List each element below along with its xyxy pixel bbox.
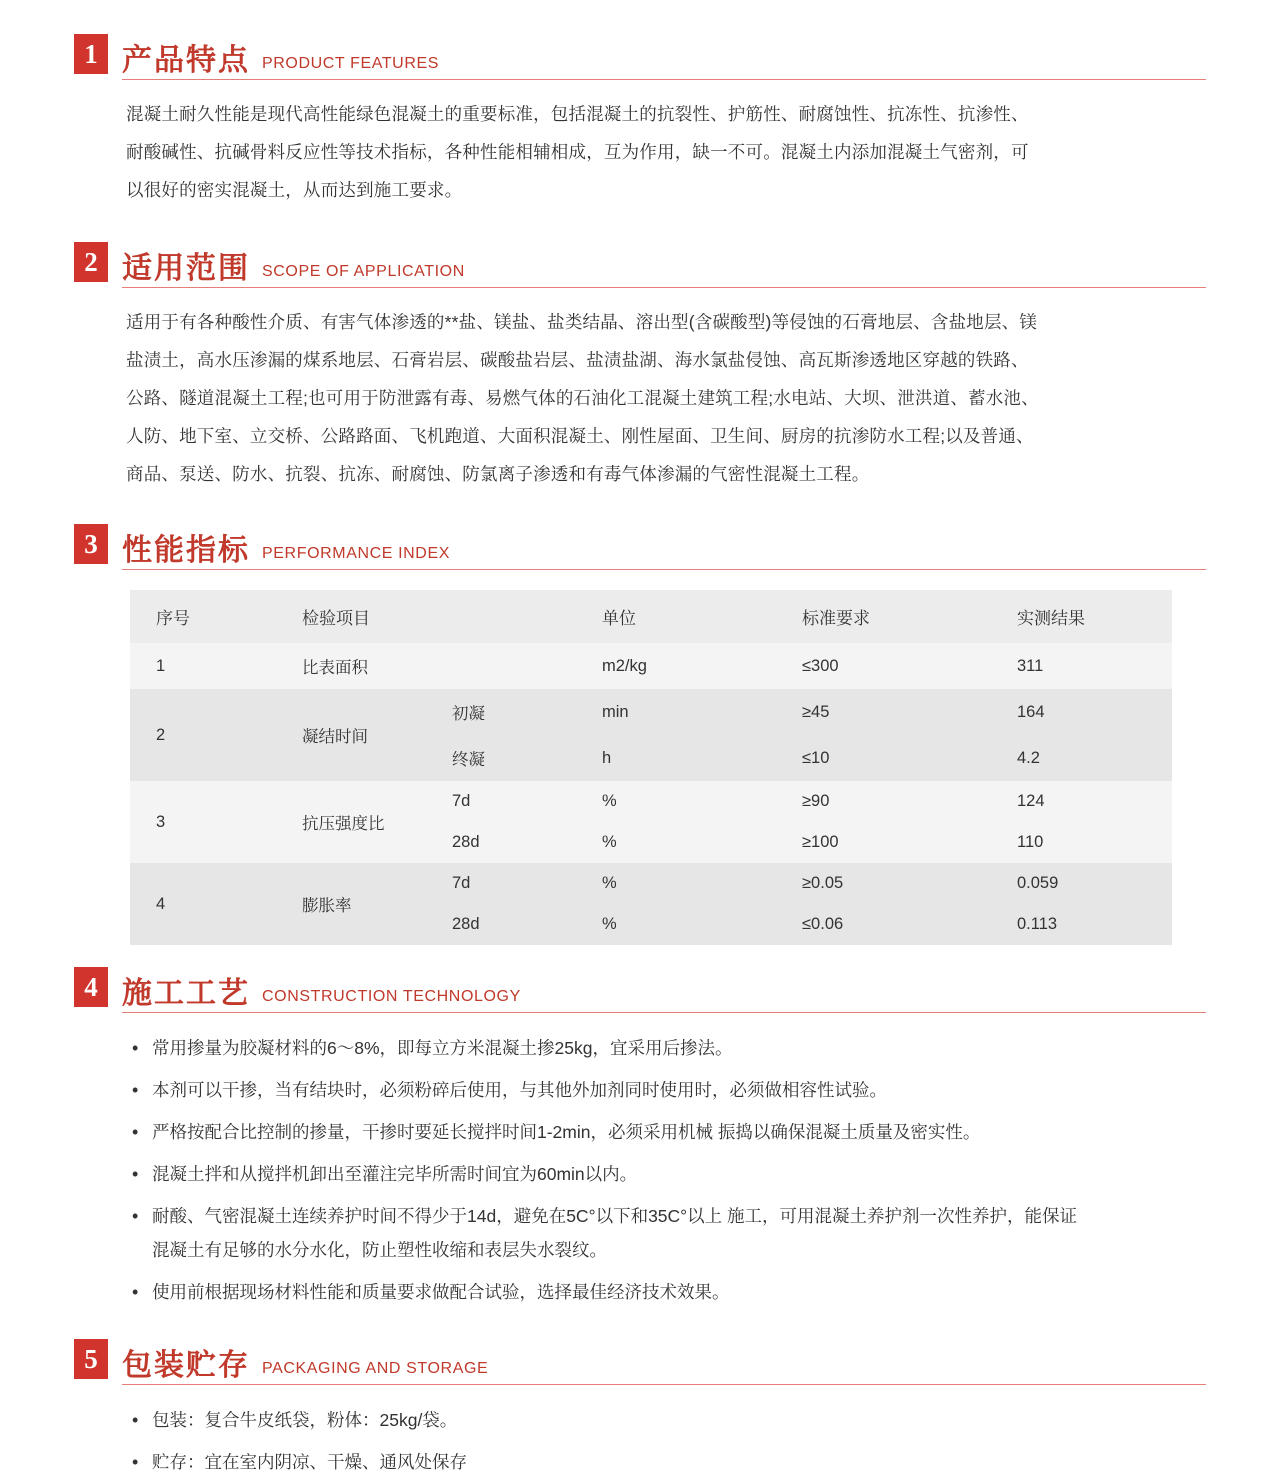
col-header-unit: 单位 xyxy=(602,590,802,643)
section-divider xyxy=(122,287,1206,288)
section-divider xyxy=(122,79,1206,80)
cell-result: 4.2 xyxy=(1017,735,1172,781)
cell-unit: % xyxy=(602,822,802,863)
cell-unit: % xyxy=(602,904,802,945)
paragraph-line: 商品、泵送、防水、抗裂、抗冻、耐腐蚀、防氯离子渗透和有毒气体渗漏的气密性混凝土工程。 xyxy=(126,464,870,484)
cell-item: 比表面积 xyxy=(276,643,452,689)
section-header-product-features xyxy=(74,34,1206,77)
cell-standard: ≥45 xyxy=(802,689,1017,735)
construction-bullet-list xyxy=(74,1015,1206,1309)
product-features-body xyxy=(74,82,1206,208)
section-number-badge: 2 xyxy=(74,242,108,282)
scope-body xyxy=(74,290,1206,492)
cell-result: 164 xyxy=(1017,689,1172,735)
list-item: • 贮存：宜在室内阴凉、干燥、通风处保存 xyxy=(130,1445,1166,1479)
cell-unit: % xyxy=(602,863,802,904)
cell-no: 3 xyxy=(130,781,276,863)
cell-item: 凝结时间 xyxy=(276,689,452,781)
cell-standard: ≥100 xyxy=(802,822,1017,863)
cell-standard: ≤0.06 xyxy=(802,904,1017,945)
spacer xyxy=(74,1317,1206,1339)
list-item-line: 混凝土有足够的水分水化，防止塑性收缩和表层失水裂纹。 xyxy=(152,1240,607,1260)
paragraph-line: 适用于有各种酸性介质、有害气体渗透的**盐、镁盐、盐类结晶、溶出型(含碳酸型)等侵蚀的石膏地层、含盐地层、镁 xyxy=(126,312,1038,332)
col-header-sub xyxy=(452,590,602,643)
cell-standard: ≥0.05 xyxy=(802,863,1017,904)
cell-sub: 初凝 xyxy=(452,689,602,735)
section-title-en: PRODUCT FEATURES xyxy=(262,55,440,72)
section-number-badge: 4 xyxy=(74,967,108,1007)
table-row xyxy=(130,781,1172,822)
section-header-construction xyxy=(74,967,1206,1010)
cell-item: 抗压强度比 xyxy=(276,781,452,863)
section-number-badge: 5 xyxy=(74,1339,108,1379)
table-row xyxy=(130,863,1172,904)
list-item xyxy=(130,1199,1166,1267)
cell-standard: ≤10 xyxy=(802,735,1017,781)
spacer xyxy=(74,494,1206,524)
section-divider xyxy=(122,569,1206,570)
section-number-badge: 3 xyxy=(74,524,108,564)
section-header-scope xyxy=(74,242,1206,285)
performance-index-table xyxy=(130,590,1172,945)
list-item: • 本剂可以干掺，当有结块时，必须粉碎后使用，与其他外加剂同时使用时，必须做相容性试验。 xyxy=(130,1073,1166,1107)
section-title-en: PERFORMANCE INDEX xyxy=(262,545,450,562)
performance-table-wrap xyxy=(74,572,1206,945)
section-title-en: PACKAGING AND STORAGE xyxy=(262,1360,489,1377)
paragraph-line: 混凝土耐久性能是现代高性能绿色混凝土的重要标准，包括混凝土的抗裂性、护筋性、耐腐蚀性、抗冻性、抗渗性、 xyxy=(126,104,1029,124)
cell-unit: min xyxy=(602,689,802,735)
cell-sub: 7d xyxy=(452,781,602,822)
table-row xyxy=(130,689,1172,735)
list-item: • 混凝土拌和从搅拌机卸出至灌注完毕所需时间宜为60min以内。 xyxy=(130,1157,1166,1191)
paragraph-line: 耐酸碱性、抗碱骨料反应性等技术指标，各种性能相辅相成，互为作用，缺一不可。混凝土内添加混凝土气密剂，可 xyxy=(126,142,1029,162)
cell-unit: % xyxy=(602,781,802,822)
cell-no: 1 xyxy=(130,643,276,689)
cell-item: 膨胀率 xyxy=(276,863,452,945)
section-title-cn: 适用范围 xyxy=(122,252,250,285)
section-title-cn: 施工工艺 xyxy=(122,977,250,1010)
cell-result: 124 xyxy=(1017,781,1172,822)
paragraph-line: 盐渍土，高水压渗漏的煤系地层、石膏岩层、碳酸盐岩层、盐渍盐湖、海水氯盐侵蚀、高瓦斯渗透地区穿越的铁路、 xyxy=(126,350,1029,370)
paragraph-line: 以很好的密实混凝土，从而达到施工要求。 xyxy=(126,180,463,200)
col-header-result: 实测结果 xyxy=(1017,590,1172,643)
cell-standard: ≤300 xyxy=(802,643,1017,689)
section-title-cn: 包装贮存 xyxy=(122,1349,250,1382)
cell-sub: 7d xyxy=(452,863,602,904)
col-header-standard: 标准要求 xyxy=(802,590,1017,643)
table-row xyxy=(130,643,1172,689)
paragraph-line: 人防、地下室、立交桥、公路路面、飞机跑道、大面积混凝土、刚性屋面、卫生间、厨房的抗渗防水工程;以及普通、 xyxy=(126,426,1034,446)
cell-result: 0.113 xyxy=(1017,904,1172,945)
col-header-no: 序号 xyxy=(130,590,276,643)
table-header-row xyxy=(130,590,1172,643)
col-header-item: 检验项目 xyxy=(276,590,452,643)
cell-standard: ≥90 xyxy=(802,781,1017,822)
list-item: • 常用掺量为胶凝材料的6～8%，即每立方米混凝土掺25kg，宜采用后掺法。 xyxy=(130,1031,1166,1065)
spacer xyxy=(74,945,1206,967)
cell-result: 0.059 xyxy=(1017,863,1172,904)
section-header-packaging xyxy=(74,1339,1206,1382)
packaging-bullet-list xyxy=(74,1387,1206,1479)
list-item-line: • 耐酸、气密混凝土连续养护时间不得少于14d，避免在5C°以下和35C°以上 施工，可用混凝土养护剂一次性养护，能保证 xyxy=(152,1206,1078,1226)
cell-no: 4 xyxy=(130,863,276,945)
section-title-cn: 性能指标 xyxy=(122,534,250,567)
section-header-performance xyxy=(74,524,1206,567)
list-item: • 使用前根据现场材料性能和质量要求做配合试验，选择最佳经济技术效果。 xyxy=(130,1275,1166,1309)
cell-unit: m2/kg xyxy=(602,643,802,689)
section-title-en: SCOPE OF APPLICATION xyxy=(262,263,465,280)
section-divider xyxy=(122,1012,1206,1013)
paragraph-line: 公路、隧道混凝土工程;也可用于防泄露有毒、易燃气体的石油化工混凝土建筑工程;水电站、大坝、泄洪道、蓄水池、 xyxy=(126,388,1039,408)
cell-no: 2 xyxy=(130,689,276,781)
list-item: • 严格按配合比控制的掺量，干掺时要延长搅拌时间1-2min，必须采用机械 振捣以确保混凝土质量及密实性。 xyxy=(130,1115,1166,1149)
section-number-badge: 1 xyxy=(74,34,108,74)
cell-result: 110 xyxy=(1017,822,1172,863)
section-title-en: CONSTRUCTION TECHNOLOGY xyxy=(262,988,521,1005)
cell-sub: 28d xyxy=(452,904,602,945)
list-item: • 包装：复合牛皮纸袋，粉体：25kg/袋。 xyxy=(130,1403,1166,1437)
cell-sub: 28d xyxy=(452,822,602,863)
section-divider xyxy=(122,1384,1206,1385)
cell-sub: 终凝 xyxy=(452,735,602,781)
cell-unit: h xyxy=(602,735,802,781)
cell-result: 311 xyxy=(1017,643,1172,689)
spacer xyxy=(74,210,1206,242)
cell-sub xyxy=(452,643,602,689)
section-title-cn: 产品特点 xyxy=(122,44,250,77)
